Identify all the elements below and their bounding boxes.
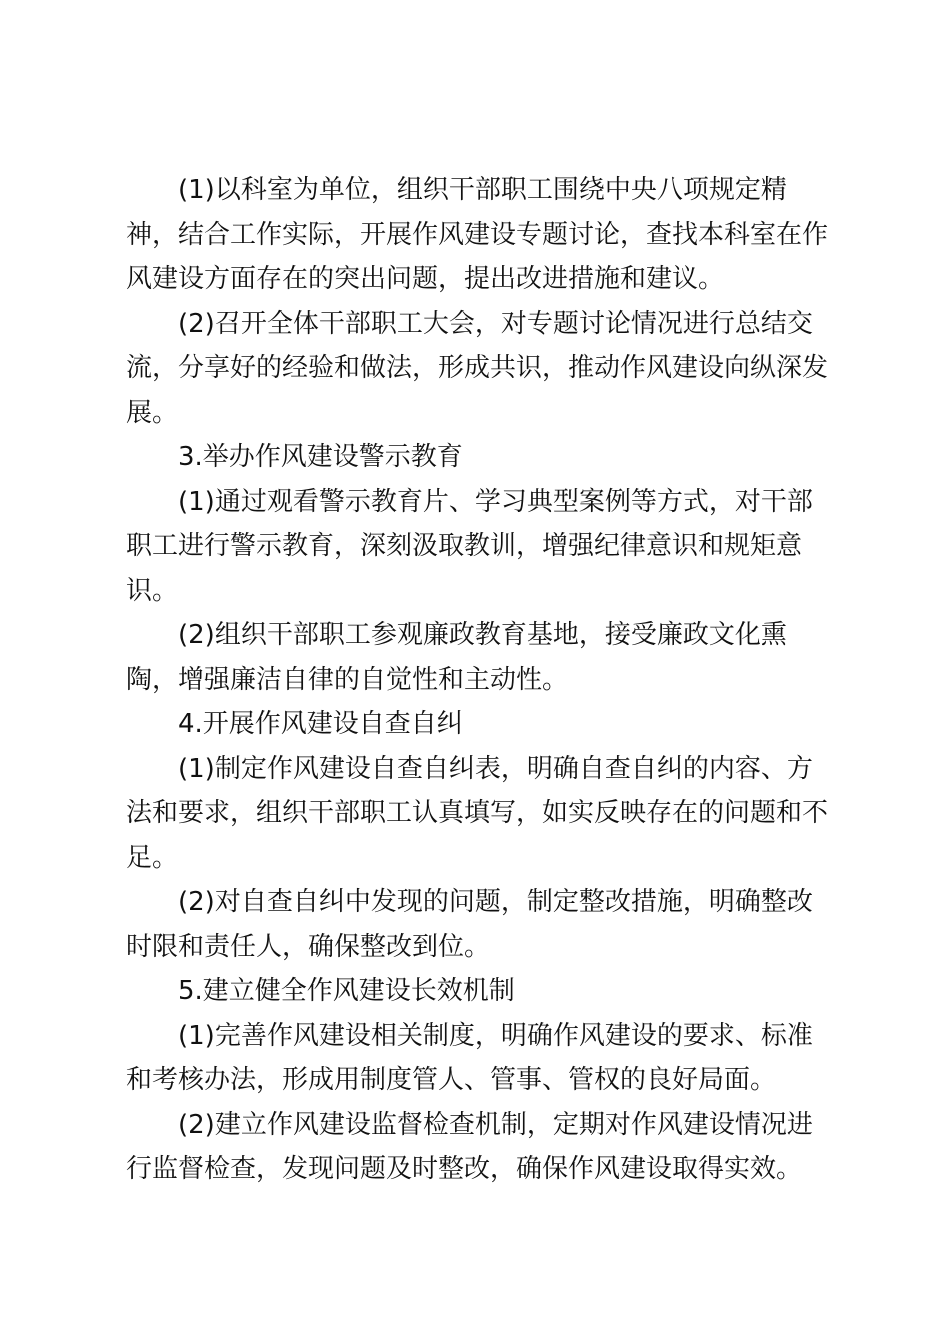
paragraph-3: (1)通过观看警示教育片、学习典型案例等方式，对干部职工进行警示教育，深刻汲取教训，增强纪律意识和规矩意识。 [126,486,813,606]
paragraph-7: (1)完善作风建设相关制度，明确作风建设的要求、标准和考核办法，形成用制度管人、管事、管权的良好局面。 [126,1020,813,1095]
paragraph-2: (2)召开全体干部职工大会，对专题讨论情况进行总结交流，分享好的经验和做法，形成共识，推动作风建设向纵深发展。 [126,308,829,428]
section-heading-5: 5.建立健全作风建设长效机制 [178,976,515,1006]
paragraph-8: (2)建立作风建设监督检查机制，定期对作风建设情况进行监督检查，发现问题及时整改，确保作风建设取得实效。 [126,1109,813,1184]
section-heading-4: 4.开展作风建设自查自纠 [178,709,463,739]
document-body [126,168,830,1192]
paragraph-5: (1)制定作风建设自查自纠表，明确自查自纠的内容、方法和要求，组织干部职工认真填写，如实反映存在的问题和不足。 [126,753,829,873]
section-heading-3: 3.举办作风建设警示教育 [178,442,463,472]
paragraph-6: (2)对自查自纠中发现的问题，制定整改措施，明确整改时限和责任人，确保整改到位。 [126,887,813,962]
paragraph-4: (2)组织干部职工参观廉政教育基地，接受廉政文化熏陶，增强廉洁自律的自觉性和主动性。 [126,620,787,695]
paragraph-1: (1)以科室为单位，组织干部职工围绕中央八项规定精神，结合工作实际，开展作风建设专题讨论，查找本科室在作风建设方面存在的突出问题，提出改进措施和建议。 [126,175,829,294]
